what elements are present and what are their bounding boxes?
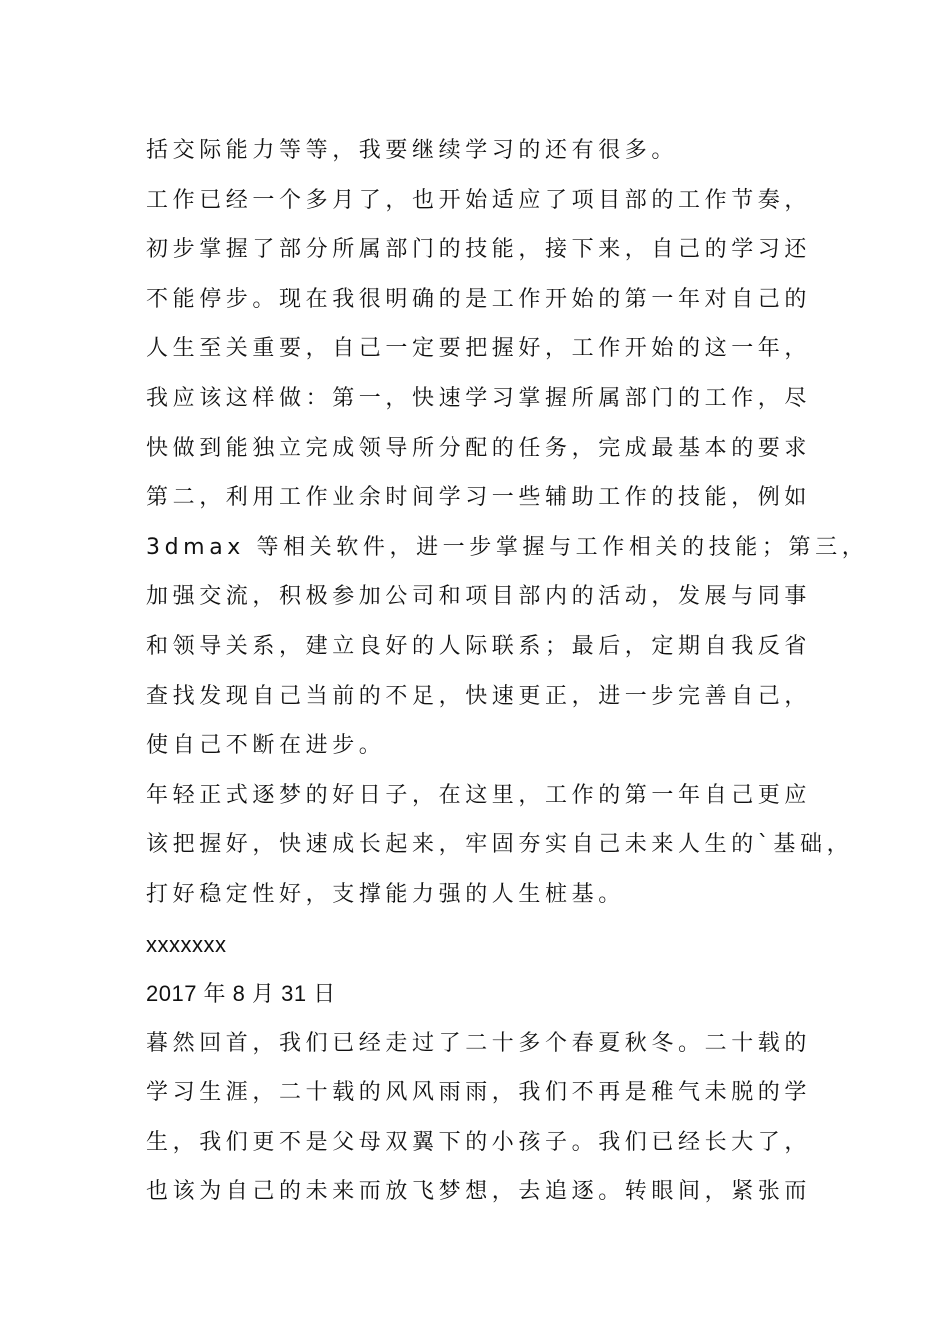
text-line-1: 括交际能力等等，我要继续学习的还有很多。 — [146, 138, 679, 163]
text-line-6: 我应该这样做：第一，快速学习掌握所属部门的工作，尽 — [146, 385, 812, 411]
text-line-22: 也该为自己的未来而放飞梦想，去追逐。转眼间，紧张而 — [146, 1179, 812, 1205]
document-body — [146, 126, 869, 1217]
text-line-13: 使自己不断在进步。 — [146, 733, 386, 759]
text-line-15: 该把握好，快速成长起来，牢固夯实自己未来人生的`基础， — [146, 832, 854, 858]
document-date: 2017 年 8 月 31 日 — [146, 981, 336, 1007]
text-line-19: 暮然回首，我们已经走过了二十多个春夏秋冬。二十载的 — [146, 1030, 812, 1056]
text-line-10: 加强交流，积极参加公司和项目部内的活动，发展与同事 — [146, 584, 812, 610]
text-line-11: 和领导关系，建立良好的人际联系；最后，定期自我反省 — [146, 633, 812, 659]
text-line-9: 3dmax 等相关软件，进一步掌握与工作相关的技能；第三， — [146, 534, 869, 560]
text-line-4: 不能停步。现在我很明确的是工作开始的第一年对自己的 — [146, 286, 812, 312]
text-line-16: 打好稳定性好，支撑能力强的人生桩基。 — [146, 881, 625, 907]
text-line-20: 学习生涯，二十载的风风雨雨，我们不再是稚气未脱的学 — [146, 1080, 812, 1106]
text-line-5: 人生至关重要，自己一定要把握好，工作开始的这一年， — [146, 336, 812, 362]
text-line-21: 生，我们更不是父母双翼下的小孩子。我们已经长大了， — [146, 1129, 812, 1155]
text-line-7: 快做到能独立完成领导所分配的任务，完成最基本的要求 — [146, 435, 812, 461]
text-line-12: 查找发现自己当前的不足，快速更正，进一步完善自己， — [146, 683, 812, 709]
text-line-8: 第二，利用工作业余时间学习一些辅助工作的技能，例如 — [146, 485, 812, 511]
text-line-14: 年轻正式逐梦的好日子，在这里，工作的第一年自己更应 — [146, 782, 812, 808]
text-line-3: 初步掌握了部分所属部门的技能，接下来，自己的学习还 — [146, 237, 812, 263]
author-signature: xxxxxxx — [146, 931, 227, 957]
text-line-2: 工作已经一个多月了，也开始适应了项目部的工作节奏， — [146, 187, 812, 213]
